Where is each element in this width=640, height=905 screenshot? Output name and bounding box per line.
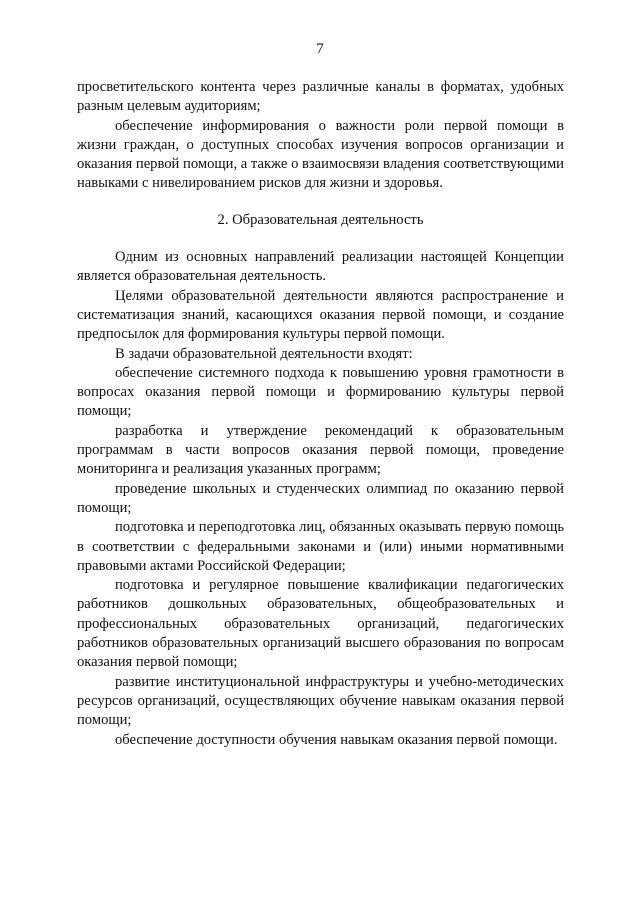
paragraph-goals: Целями образовательной деятельности являются распространение и систематизация знаний, касающихся оказания первой помощи, и создание предпосылок для формирования культуры первой помощи. [77,287,564,343]
section-heading: 2. Образовательная деятельность [217,211,424,228]
paragraph-informing: обеспечение информирования о важности роли первой помощи в жизни граждан, о доступных способах изучения вопросов организации и оказания первой помощи, а также о взаимосвязи владения соответствующими навыками с нивелированием рисков для жизни и здоровья. [77,117,564,192]
paragraph-continuation: просветительского контента через различные каналы в форматах, удобных разным целевым аудиториям; [77,79,564,115]
list-item-systemic-approach: обеспечение системного подхода к повышению уровня грамотности в вопросах оказания первой помощи и формированию культуры первой помощи; [77,364,564,420]
list-item-training: подготовка и переподготовка лиц, обязанных оказывать первую помощь в соответствии с федеральными законами и (или) иными нормативными правовыми актами Российской Федерации; [77,519,564,574]
paragraph-main-direction: Одним из основных направлений реализации настоящей Концепции является образовательная деятельность. [77,249,564,285]
paragraph-tasks-intro: В задачи образовательной деятельности входят: [115,345,413,362]
list-item-accessibility: обеспечение доступности обучения навыкам оказания первой помощи. [115,731,558,748]
list-item-infrastructure: развитие институциональной инфраструктуры и учебно-методических ресурсов организаций, осуществляющих обучение навыкам оказания первой помощи; [77,673,564,729]
document-body [77,78,564,750]
list-item-qualification: подготовка и регулярное повышение квалификации педагогических работников дошкольных образовательных, общеобразовательных и профессиональных образовательных организаций, педагогических работников образовательных организаций высшего образования по вопросам оказания первой помощи; [77,577,564,671]
page-number: 7 [316,41,324,57]
list-item-recommendations: разработка и утверждение рекомендаций к образовательным программам в части вопросов оказания первой помощи, проведение мониторинга и реализация указанных программ; [77,422,564,478]
list-item-olympiads: проведение школьных и студенческих олимпиад по оказанию первой помощи; [77,480,564,516]
